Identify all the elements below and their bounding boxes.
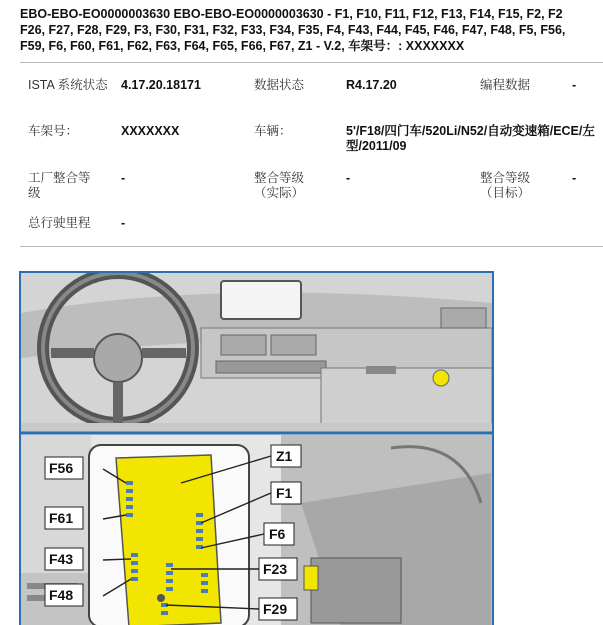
vin-label: 车架号： (28, 124, 79, 138)
vin-value: XXXXXXX (121, 124, 180, 138)
bottom-divider (20, 246, 603, 247)
callout-f23-text: F23 (263, 561, 288, 577)
callout-f48 (45, 584, 83, 606)
ista-value: 4.17.20.18171 (121, 78, 201, 92)
callout-z1 (271, 445, 301, 467)
callout-f1 (271, 482, 301, 504)
title-line-2: F26, F27, F28, F29, F3, F30, F31, F32, F33, F34, F35, F4, F43, F44, F45, F46, F47, F48, F5, F56, (20, 23, 566, 37)
fuse-location-figure (19, 271, 494, 625)
callout-f61 (45, 507, 83, 529)
mileage-value: - (121, 216, 126, 230)
callout-f43 (45, 548, 83, 570)
callout-f43-text: F43 (49, 551, 74, 567)
factory-level-value: - (121, 171, 126, 185)
callout-f1-text: F1 (276, 485, 293, 501)
programming-data-value: - (572, 78, 577, 92)
callout-f29-text: F29 (263, 601, 288, 617)
target-level-label: 整合等级（目标） (480, 171, 531, 200)
callout-f56 (45, 457, 83, 479)
top-divider (20, 62, 603, 63)
document-title (20, 6, 603, 54)
title-line-3: F59, F6, F60, F61, F62, F63, F64, F65, F66, F67, Z1 - V.2, 车架号：: XXXXXXX (20, 39, 465, 53)
title-line-1: EBO-EBO-EO0000003630 EBO-EBO-EO0000003630 - F1, F10, F11, F12, F13, F14, F15, F2, F2 (20, 7, 563, 21)
target-level-value: - (572, 171, 577, 185)
callout-f6 (264, 523, 294, 545)
fuse-box-illustration (21, 273, 492, 625)
callout-f56-text: F56 (49, 460, 74, 476)
programming-data-label: 编程数据 (480, 78, 531, 92)
data-status-value: R4.17.20 (346, 78, 397, 92)
callout-f61-text: F61 (49, 510, 74, 526)
vehicle-value-line-1: 5'/F18/四门车/520Li/N52/自动变速箱/ECE/左 (346, 124, 595, 138)
callout-f29 (259, 598, 297, 620)
mileage-label: 总行驶里程 (28, 216, 91, 230)
vehicle-value-line-2: 型/2011/09 (346, 139, 407, 153)
actual-level-value: - (346, 171, 351, 185)
factory-level-label: 工厂整合等级 (28, 171, 91, 200)
actual-level-label: 整合等级（实际） (254, 171, 305, 200)
callout-z1-text: Z1 (276, 448, 293, 464)
callout-f23 (259, 558, 297, 580)
callout-f6-text: F6 (269, 526, 286, 542)
data-status-label: 数据状态 (254, 78, 305, 92)
callout-f48-text: F48 (49, 587, 74, 603)
vehicle-label: 车辆： (254, 124, 292, 138)
ista-label: ISTA 系统状态 (28, 78, 108, 92)
